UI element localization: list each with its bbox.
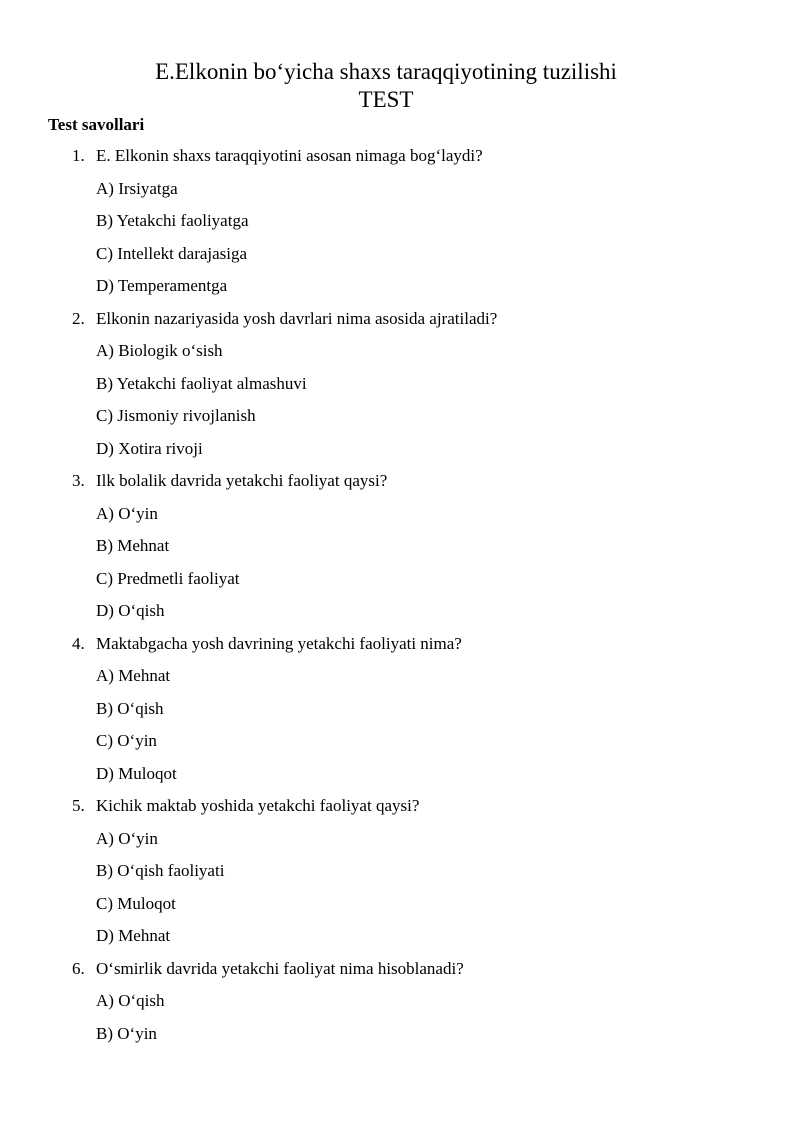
option-text: B) Yetakchi faoliyat almashuvi xyxy=(96,373,307,393)
option-list xyxy=(0,339,800,469)
question-number: 5. xyxy=(72,796,85,815)
option-b xyxy=(0,534,800,567)
question-2 xyxy=(0,307,800,470)
option-d xyxy=(0,924,800,957)
question-line xyxy=(0,957,800,990)
option-text: C) Muloqot xyxy=(96,893,176,913)
question-4 xyxy=(0,632,800,795)
question-number: 1. xyxy=(72,146,85,165)
option-text: B) Yetakchi faoliyatga xyxy=(96,211,249,230)
question-6 xyxy=(0,957,800,1055)
option-d xyxy=(0,437,800,470)
option-c xyxy=(0,567,800,600)
option-text: A) O‘qish xyxy=(96,991,165,1010)
option-text: D) O‘qish xyxy=(96,601,165,620)
document-title: E.Elkonin bo‘yicha shaxs taraqqiyotining tuzilishi xyxy=(155,59,617,84)
option-text: D) Mehnat xyxy=(96,926,171,945)
question-1 xyxy=(0,144,800,307)
option-b xyxy=(0,697,800,730)
question-text: O‘smirlik davrida yetakchi faoliyat nima hisoblanadi? xyxy=(96,958,464,978)
question-number: 6. xyxy=(72,958,85,978)
question-line xyxy=(0,794,800,827)
option-b xyxy=(0,1022,800,1055)
option-text: C) Jismoniy rivojlanish xyxy=(96,406,256,425)
option-text: B) O‘yin xyxy=(96,1023,157,1043)
option-c xyxy=(0,729,800,762)
question-3 xyxy=(0,469,800,632)
document-subtitle: TEST xyxy=(358,87,414,112)
question-text: Ilk bolalik davrida yetakchi faoliyat qaysi? xyxy=(96,471,388,490)
question-list xyxy=(0,144,800,1054)
question-text: Kichik maktab yoshida yetakchi faoliyat qaysi? xyxy=(96,796,420,815)
option-text: A) Biologik o‘sish xyxy=(96,341,223,360)
question-text: E. Elkonin shaxs taraqqiyotini asosan nimaga bog‘laydi? xyxy=(96,146,483,165)
question-number: 2. xyxy=(72,308,85,328)
question-line xyxy=(0,469,800,502)
option-text: D) Xotira rivoji xyxy=(96,438,203,458)
option-c xyxy=(0,892,800,925)
option-d xyxy=(0,599,800,632)
option-text: C) O‘yin xyxy=(96,731,157,750)
option-text: A) O‘yin xyxy=(96,503,158,523)
option-d xyxy=(0,762,800,795)
option-b xyxy=(0,209,800,242)
option-list xyxy=(0,177,800,307)
question-text: Maktabgacha yosh davrining yetakchi faoliyati nima? xyxy=(96,633,462,653)
question-5 xyxy=(0,794,800,957)
option-a xyxy=(0,989,800,1022)
option-list xyxy=(0,827,800,957)
option-text: A) Irsiyatga xyxy=(96,178,178,198)
option-text: C) Intellekt darajasiga xyxy=(96,243,248,263)
question-text: Elkonin nazariyasida yosh davrlari nima asosida ajratiladi? xyxy=(96,308,498,328)
option-text: B) Mehnat xyxy=(96,536,170,555)
option-text: C) Predmetli faoliyat xyxy=(96,568,240,588)
option-text: A) Mehnat xyxy=(96,666,171,685)
option-c xyxy=(0,404,800,437)
question-number: 4. xyxy=(72,633,85,653)
question-line xyxy=(0,144,800,177)
option-list xyxy=(0,502,800,632)
option-a xyxy=(0,664,800,697)
section-heading: Test savollari xyxy=(48,115,145,134)
option-text: D) Temperamentga xyxy=(96,276,228,295)
question-line xyxy=(0,307,800,340)
option-a xyxy=(0,502,800,535)
question-number: 3. xyxy=(72,471,85,490)
option-a xyxy=(0,177,800,210)
option-d xyxy=(0,274,800,307)
option-b xyxy=(0,372,800,405)
question-line xyxy=(0,632,800,665)
option-a xyxy=(0,339,800,372)
option-text: D) Muloqot xyxy=(96,763,177,783)
option-a xyxy=(0,827,800,860)
option-b xyxy=(0,859,800,892)
option-list xyxy=(0,989,800,1054)
option-text: A) O‘yin xyxy=(96,828,158,848)
option-text: B) O‘qish xyxy=(96,698,164,718)
option-text: B) O‘qish faoliyati xyxy=(96,861,225,880)
option-list xyxy=(0,664,800,794)
option-c xyxy=(0,242,800,275)
